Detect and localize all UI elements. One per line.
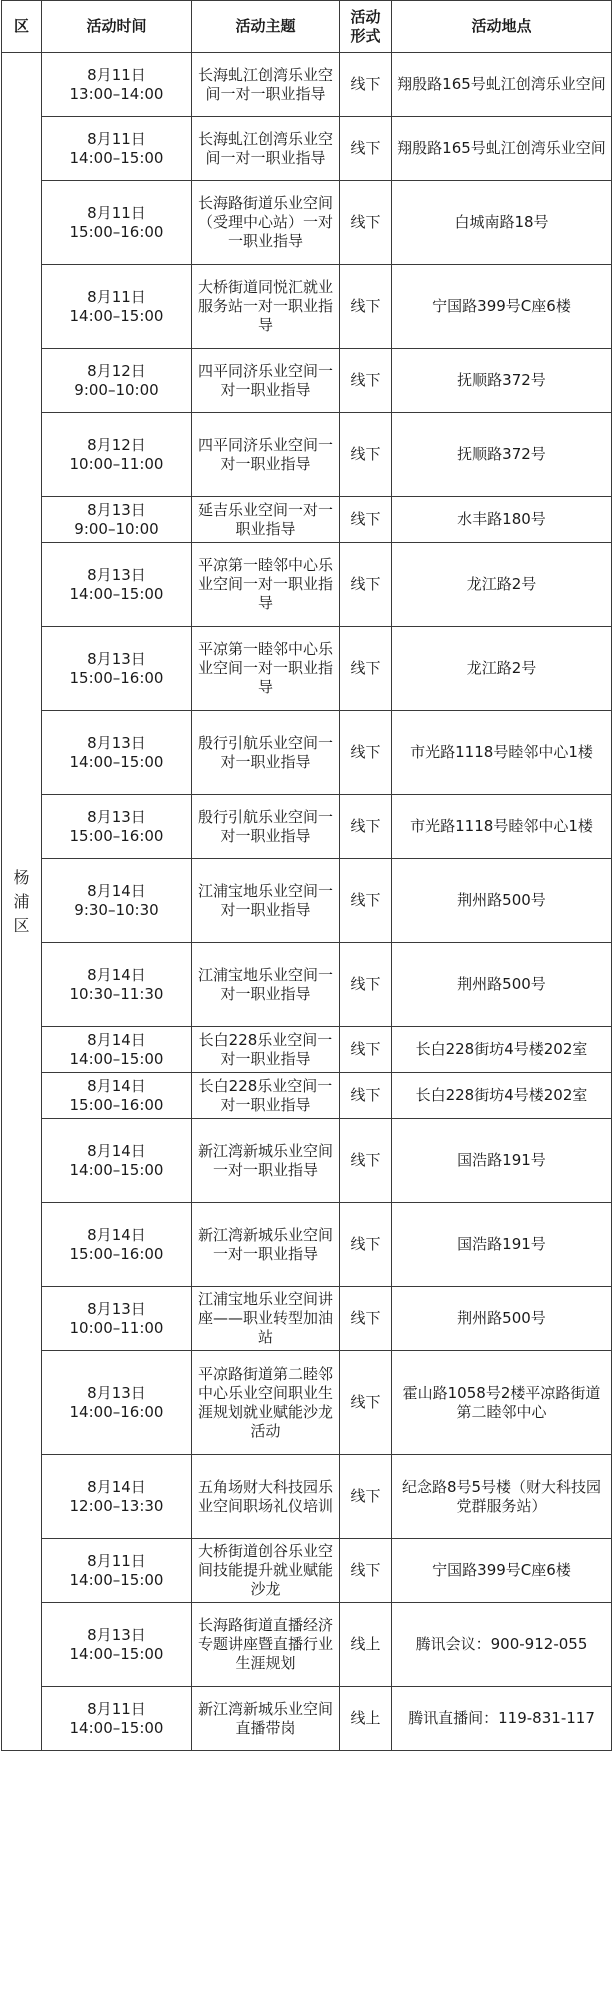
activity-time-cell — [42, 859, 192, 943]
activity-hours: 14:00–15:00 — [69, 752, 164, 771]
activity-topic: 新江湾新城乐业空间一对一职业指导 — [192, 1119, 340, 1203]
activity-place: 宁国路399号C座6楼 — [392, 1539, 612, 1603]
activity-time-cell — [42, 1687, 192, 1751]
activity-date: 8月11日 — [87, 129, 146, 148]
activity-topic: 长海路街道直播经济专题讲座暨直播行业生涯规划 — [192, 1603, 340, 1687]
activity-format: 线下 — [340, 1351, 392, 1455]
activity-date: 8月13日 — [87, 1383, 146, 1402]
activity-topic: 江浦宝地乐业空间讲座——职业转型加油站 — [192, 1287, 340, 1351]
activity-hours: 10:30–11:30 — [69, 984, 164, 1003]
activity-format: 线下 — [340, 349, 392, 413]
table-row — [2, 497, 612, 543]
table-row — [2, 1119, 612, 1203]
activity-place: 龙江路2号 — [392, 627, 612, 711]
activity-hours: 10:00–11:00 — [69, 454, 164, 473]
activity-hours: 14:00–15:00 — [69, 1718, 164, 1737]
activity-format: 线下 — [340, 181, 392, 265]
table-row — [2, 711, 612, 795]
table-row — [2, 543, 612, 627]
activity-hours: 10:00–11:00 — [69, 1318, 164, 1337]
activity-place: 霍山路1058号2楼平凉路街道第二睦邻中心 — [392, 1351, 612, 1455]
table-body — [2, 53, 612, 1751]
activity-date: 8月13日 — [87, 733, 146, 752]
activity-time-cell — [42, 1455, 192, 1539]
table-row — [2, 117, 612, 181]
activity-place: 抚顺路372号 — [392, 413, 612, 497]
activity-date: 8月11日 — [87, 1699, 146, 1718]
activity-format: 线下 — [340, 117, 392, 181]
activity-format: 线下 — [340, 1203, 392, 1287]
activity-place: 宁国路399号C座6楼 — [392, 265, 612, 349]
activity-format: 线下 — [340, 1073, 392, 1119]
activity-time-cell — [42, 1603, 192, 1687]
activity-time-cell — [42, 1351, 192, 1455]
table-row — [2, 795, 612, 859]
activity-date: 8月12日 — [87, 361, 146, 380]
activity-place: 腾讯会议：900-912-055 — [392, 1603, 612, 1687]
activity-format: 线下 — [340, 413, 392, 497]
header-district: 区 — [2, 1, 42, 53]
activity-hours: 9:00–10:00 — [74, 519, 159, 538]
table-row — [2, 349, 612, 413]
activity-date: 8月13日 — [87, 500, 146, 519]
activity-topic: 长白228乐业空间一对一职业指导 — [192, 1027, 340, 1073]
activity-hours: 14:00–15:00 — [69, 1160, 164, 1179]
table-row — [2, 1203, 612, 1287]
activity-topic: 四平同济乐业空间一对一职业指导 — [192, 413, 340, 497]
activity-topic: 平凉第一睦邻中心乐业空间一对一职业指导 — [192, 543, 340, 627]
activity-format: 线上 — [340, 1603, 392, 1687]
activity-place: 纪念路8号5号楼（财大科技园党群服务站） — [392, 1455, 612, 1539]
activity-topic: 殷行引航乐业空间一对一职业指导 — [192, 711, 340, 795]
activity-date: 8月14日 — [87, 881, 146, 900]
activity-topic: 新江湾新城乐业空间直播带岗 — [192, 1687, 340, 1751]
activity-time-cell — [42, 1539, 192, 1603]
activity-hours: 14:00–15:00 — [69, 1570, 164, 1589]
activity-hours: 15:00–16:00 — [69, 826, 164, 845]
table-row — [2, 53, 612, 117]
activity-format: 线上 — [340, 1687, 392, 1751]
activity-time-cell — [42, 349, 192, 413]
activity-date: 8月11日 — [87, 65, 146, 84]
activity-date: 8月12日 — [87, 435, 146, 454]
activity-place: 翔殷路165号虬江创湾乐业空间 — [392, 117, 612, 181]
activity-date: 8月14日 — [87, 1477, 146, 1496]
activity-topic: 长白228乐业空间一对一职业指导 — [192, 1073, 340, 1119]
activity-time-cell — [42, 1073, 192, 1119]
table-row — [2, 627, 612, 711]
activity-date: 8月13日 — [87, 1625, 146, 1644]
activity-time-cell — [42, 795, 192, 859]
header-format: 活动形式 — [340, 1, 392, 53]
activity-date: 8月14日 — [87, 1076, 146, 1095]
activity-date: 8月14日 — [87, 1141, 146, 1160]
activity-topic: 江浦宝地乐业空间一对一职业指导 — [192, 859, 340, 943]
activity-hours: 9:30–10:30 — [74, 900, 159, 919]
activity-format: 线下 — [340, 497, 392, 543]
activity-hours: 15:00–16:00 — [69, 1095, 164, 1114]
header-time: 活动时间 — [42, 1, 192, 53]
activity-format: 线下 — [340, 627, 392, 711]
activity-hours: 14:00–15:00 — [69, 1644, 164, 1663]
activity-format: 线下 — [340, 265, 392, 349]
activity-hours: 15:00–16:00 — [69, 1244, 164, 1263]
activity-topic: 延吉乐业空间一对一职业指导 — [192, 497, 340, 543]
activity-topic: 五角场财大科技园乐业空间职场礼仪培训 — [192, 1455, 340, 1539]
activity-time-cell — [42, 117, 192, 181]
activity-format: 线下 — [340, 795, 392, 859]
activity-time-cell — [42, 943, 192, 1027]
activity-place: 龙江路2号 — [392, 543, 612, 627]
activity-topic: 长海虬江创湾乐业空间一对一职业指导 — [192, 117, 340, 181]
activity-place: 抚顺路372号 — [392, 349, 612, 413]
activity-hours: 13:00–14:00 — [69, 84, 164, 103]
table-row — [2, 1027, 612, 1073]
activity-time-cell — [42, 1027, 192, 1073]
table-row — [2, 1539, 612, 1603]
activity-format: 线下 — [340, 943, 392, 1027]
activity-format: 线下 — [340, 1287, 392, 1351]
activity-format: 线下 — [340, 53, 392, 117]
activity-date: 8月13日 — [87, 565, 146, 584]
activity-time-cell — [42, 543, 192, 627]
activity-topic: 新江湾新城乐业空间一对一职业指导 — [192, 1203, 340, 1287]
table-row — [2, 1455, 612, 1539]
activity-format: 线下 — [340, 1539, 392, 1603]
table-row — [2, 1351, 612, 1455]
activity-format: 线下 — [340, 859, 392, 943]
activity-time-cell — [42, 53, 192, 117]
activity-topic: 大桥街道创谷乐业空间技能提升就业赋能沙龙 — [192, 1539, 340, 1603]
header-row — [2, 1, 612, 53]
activity-place: 长白228街坊4号楼202室 — [392, 1073, 612, 1119]
activity-hours: 9:00–10:00 — [74, 380, 159, 399]
activity-hours: 15:00–16:00 — [69, 668, 164, 687]
activity-format: 线下 — [340, 711, 392, 795]
activity-time-cell — [42, 627, 192, 711]
activity-date: 8月13日 — [87, 1299, 146, 1318]
activity-date: 8月13日 — [87, 649, 146, 668]
activity-time-cell — [42, 413, 192, 497]
activity-time-cell — [42, 1287, 192, 1351]
activity-topic: 大桥街道同悦汇就业服务站一对一职业指导 — [192, 265, 340, 349]
activity-schedule-table — [1, 0, 612, 1751]
table-row — [2, 265, 612, 349]
table-row — [2, 1287, 612, 1351]
activity-place: 腾讯直播间：119-831-117 — [392, 1687, 612, 1751]
activity-place: 水丰路180号 — [392, 497, 612, 543]
activity-date: 8月14日 — [87, 965, 146, 984]
activity-hours: 14:00–15:00 — [69, 1049, 164, 1068]
activity-place: 市光路1118号睦邻中心1楼 — [392, 711, 612, 795]
district-label: 杨浦区 — [13, 867, 30, 935]
table-row — [2, 1687, 612, 1751]
activity-date: 8月11日 — [87, 1551, 146, 1570]
activity-date: 8月14日 — [87, 1225, 146, 1244]
activity-time-cell — [42, 711, 192, 795]
activity-format: 线下 — [340, 543, 392, 627]
activity-place: 市光路1118号睦邻中心1楼 — [392, 795, 612, 859]
activity-time-cell — [42, 181, 192, 265]
activity-time-cell — [42, 1119, 192, 1203]
activity-topic: 四平同济乐业空间一对一职业指导 — [192, 349, 340, 413]
activity-time-cell — [42, 1203, 192, 1287]
table-row — [2, 181, 612, 265]
activity-place: 荆州路500号 — [392, 1287, 612, 1351]
activity-date: 8月14日 — [87, 1030, 146, 1049]
activity-hours: 12:00–13:30 — [69, 1496, 164, 1515]
activity-topic: 江浦宝地乐业空间一对一职业指导 — [192, 943, 340, 1027]
activity-topic: 长海虬江创湾乐业空间一对一职业指导 — [192, 53, 340, 117]
table-row — [2, 1073, 612, 1119]
activity-place: 国浩路191号 — [392, 1119, 612, 1203]
activity-time-cell — [42, 265, 192, 349]
activity-hours: 14:00–15:00 — [69, 584, 164, 603]
activity-format: 线下 — [340, 1027, 392, 1073]
district-cell — [2, 53, 42, 1751]
activity-place: 国浩路191号 — [392, 1203, 612, 1287]
activity-time-cell — [42, 497, 192, 543]
activity-hours: 14:00–15:00 — [69, 306, 164, 325]
activity-hours: 14:00–15:00 — [69, 148, 164, 167]
activity-date: 8月13日 — [87, 807, 146, 826]
activity-topic: 平凉第一睦邻中心乐业空间一对一职业指导 — [192, 627, 340, 711]
table-row — [2, 413, 612, 497]
header-place: 活动地点 — [392, 1, 612, 53]
activity-hours: 14:00–16:00 — [69, 1402, 164, 1421]
header-topic: 活动主题 — [192, 1, 340, 53]
activity-date: 8月11日 — [87, 203, 146, 222]
activity-place: 长白228街坊4号楼202室 — [392, 1027, 612, 1073]
activity-place: 荆州路500号 — [392, 943, 612, 1027]
activity-format: 线下 — [340, 1455, 392, 1539]
activity-topic: 平凉路街道第二睦邻中心乐业空间职业生涯规划就业赋能沙龙活动 — [192, 1351, 340, 1455]
activity-place: 荆州路500号 — [392, 859, 612, 943]
activity-date: 8月11日 — [87, 287, 146, 306]
activity-hours: 15:00–16:00 — [69, 222, 164, 241]
activity-topic: 长海路街道乐业空间（受理中心站）一对一职业指导 — [192, 181, 340, 265]
activity-format: 线下 — [340, 1119, 392, 1203]
activity-topic: 殷行引航乐业空间一对一职业指导 — [192, 795, 340, 859]
table-row — [2, 859, 612, 943]
activity-place: 翔殷路165号虬江创湾乐业空间 — [392, 53, 612, 117]
activity-place: 白城南路18号 — [392, 181, 612, 265]
table-row — [2, 943, 612, 1027]
table-row — [2, 1603, 612, 1687]
